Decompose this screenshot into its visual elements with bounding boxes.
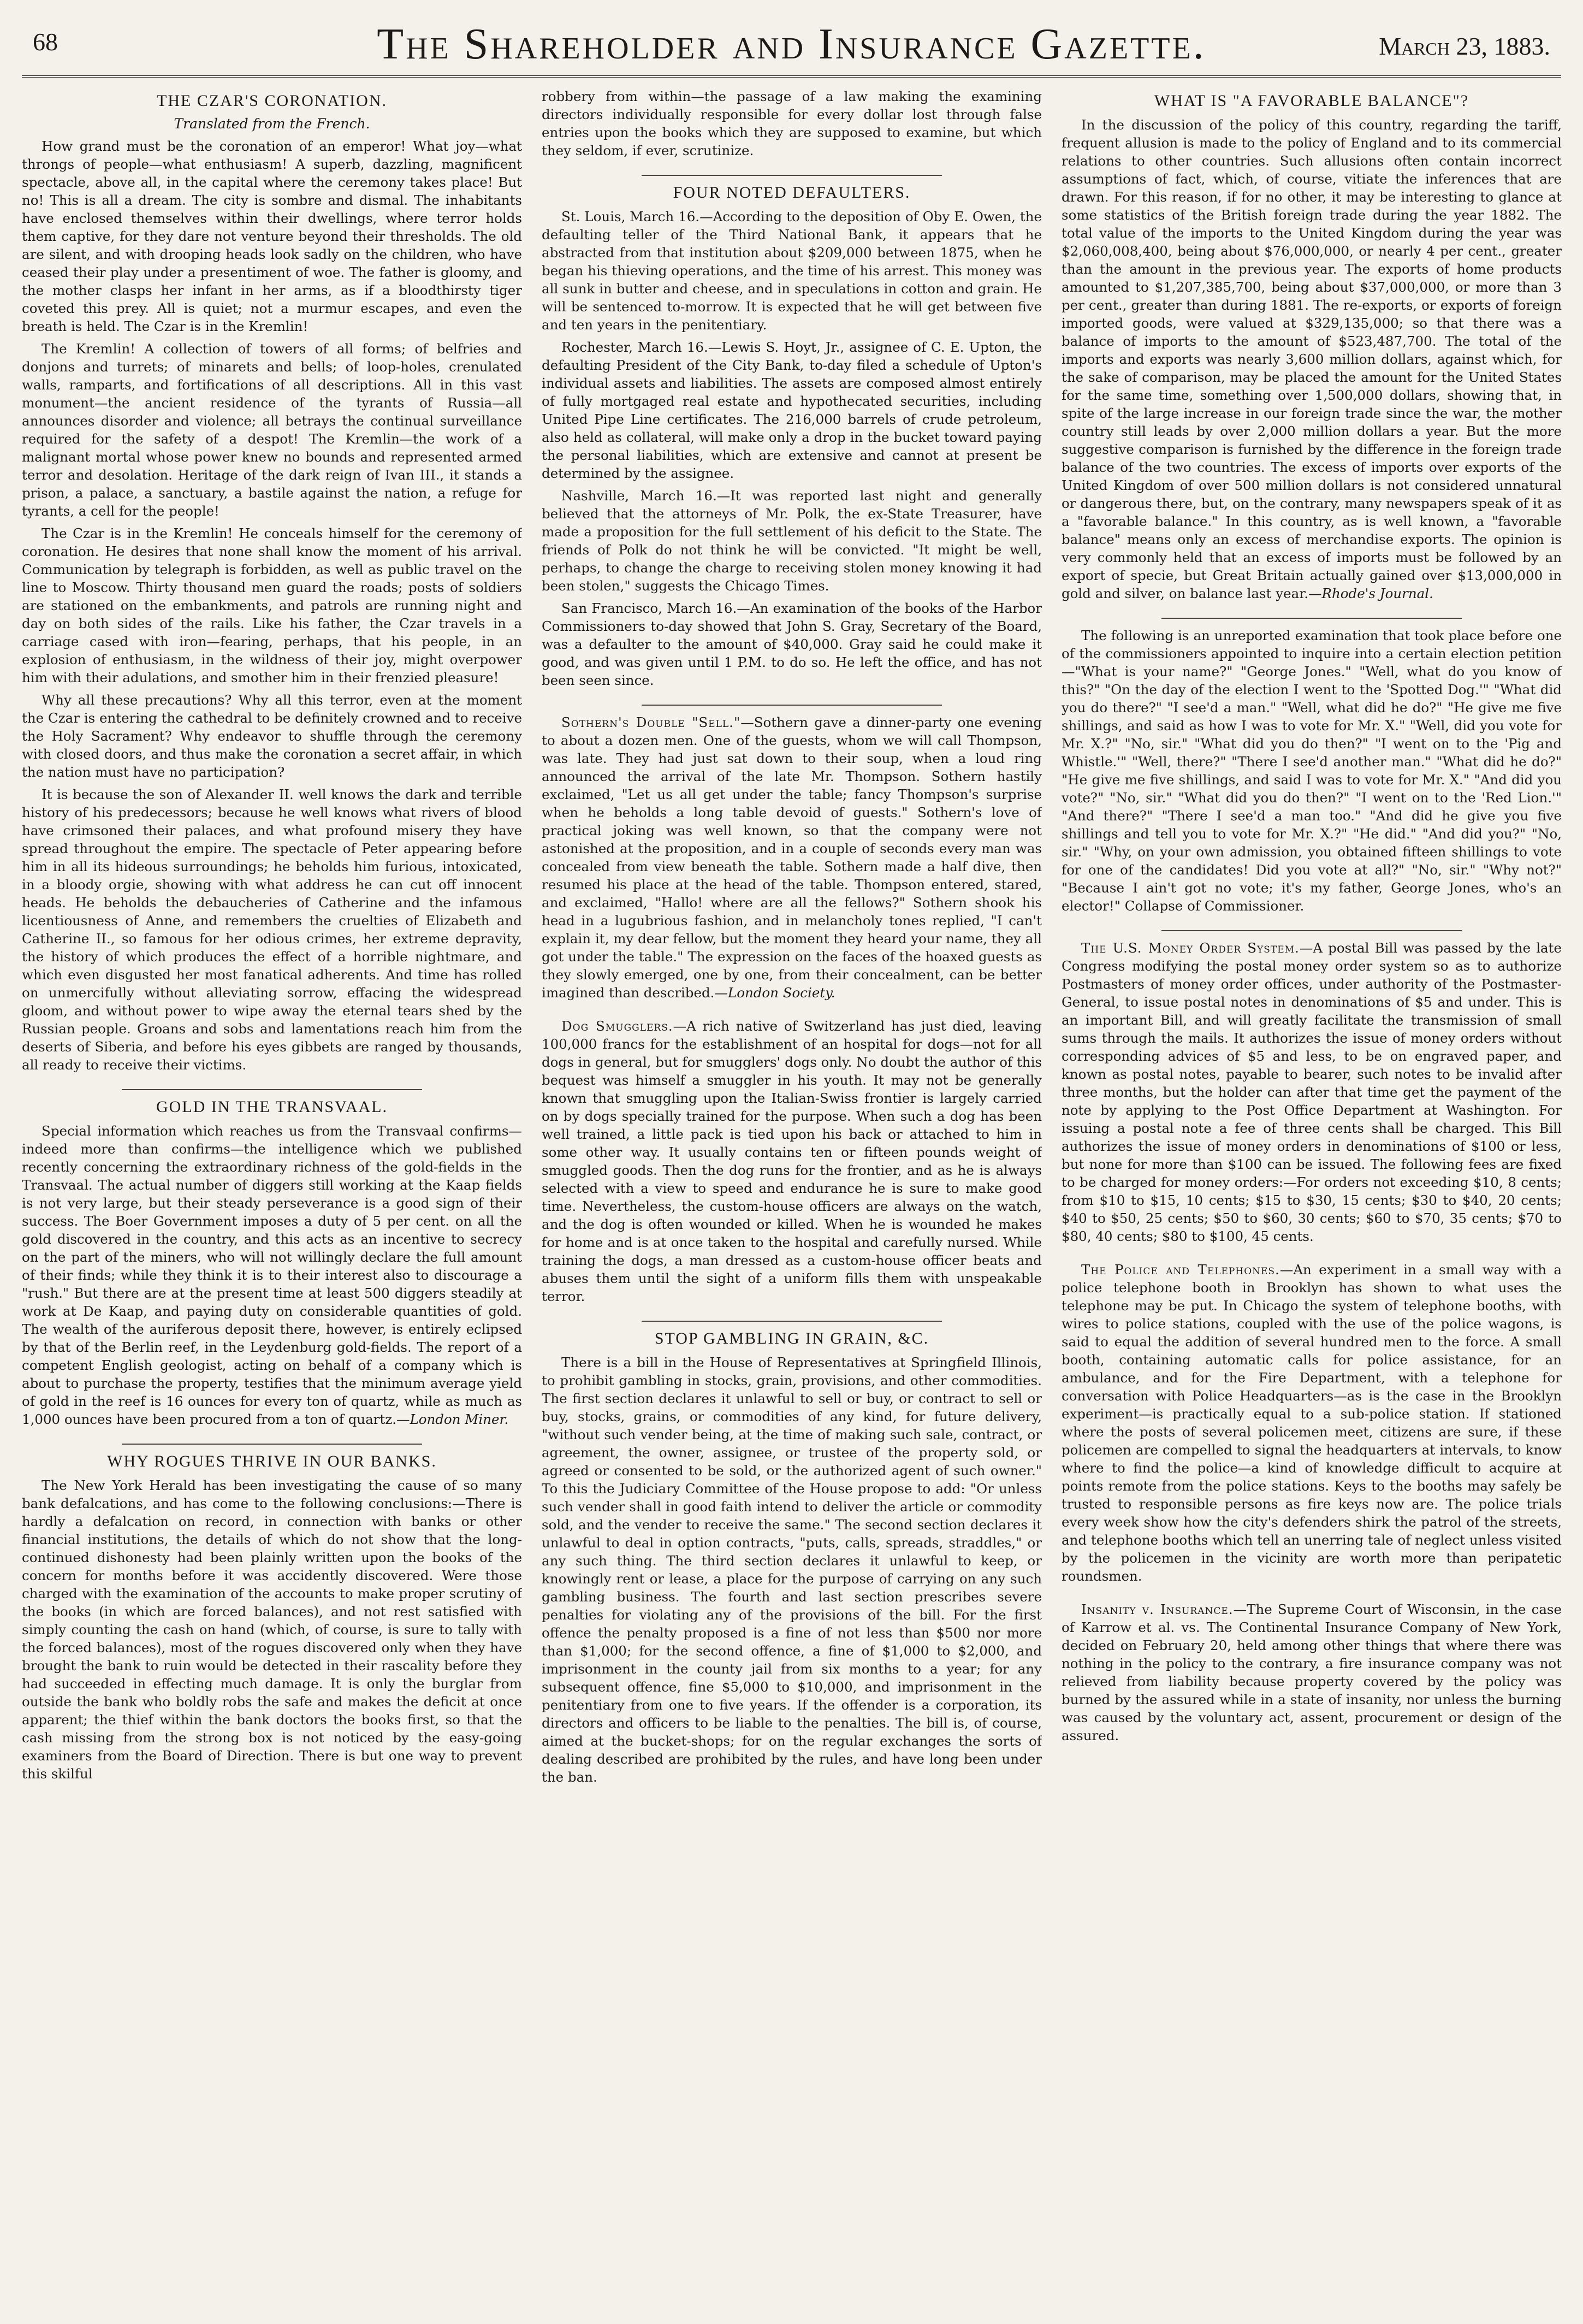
article-headline: GOLD IN THE TRANSVAAL. [156, 1098, 388, 1116]
article-headline: STOP GAMBLING IN GRAIN, &C. [654, 1329, 929, 1347]
column-middle [542, 87, 1042, 2310]
paragraph [1062, 1261, 1562, 1585]
paragraph: The following is an unreported examination that took place before one of the commissioners appointed to inquire into a certain election petition—"What is your name?" "George Jones." "Well, what do you know of this?" "On the day of the election I went to the 'Spotted Dog.'" "What did you do there?" "I see'd a man." "Well, what did he do?" "He give me five shillings, and said as how I was to vote for Mr. X." "Well, did you vote for Mr. X.?" "No, sir." "What did you do then?" "I went on to the 'Pig and Whistle.'" "Well, there?" "There I see'd another man." "What did he do?" "He give me five shillings, and said I was to vote for Mr. X." "And did you vote?" "No, sir." "What did you do then?" "I went on to the 'Red Lion.'" "And there?" "There I see'd a man too." "And did he give you five shillings and tell you to vote for Mr. X.?" "He did." "And did you?" "No, sir." "Why, on your own admission, you obtained fifteen shillings to vote for one of the candidates! Did you vote at all?" "No, sir." "Why not?" "Because I ain't got no vote; it's my father, George Jones, who's an elector!" Collapse of Commissioner. [1062, 628, 1562, 914]
article-headline: WHY ROGUES THRIVE IN OUR BANKS. [107, 1452, 437, 1470]
runin-title: Dog Smugglers. [561, 1018, 673, 1034]
article-favorable-balance [1062, 92, 1562, 602]
paragraph-text: —The Supreme Court of Wisconsin, in the case of Karrow et al. vs. The Continental Insurance Company of New York, decided on February 20, held among other things that where there was nothing in the policy to the contrary, a fire insurance company was not relieved from liability because property covered by the policy was burned by the assured while in a state of insanity, nor unless the burning was caused by the voluntary act, assent, procurement or design of the assured. [1062, 1601, 1562, 1743]
column-right [1062, 87, 1562, 2310]
newspaper-title: The Shareholder and Insurance Gazette. [377, 20, 1206, 68]
paragraph [1062, 1600, 1562, 1745]
article-rogues-banks [22, 1452, 522, 1783]
section-divider [122, 1444, 422, 1445]
paragraph-text: —Sothern gave a dinner-party one evening to about a dozen men. One of the guests, whom we will call Thompson, was late. They had just sat down to their soup, when a loud ring announced the arrival of the late Mr. Thompson. Sothern hastily exclaimed, "Let us all get under the table; fancy Thompson's surprise when he beholds a long table devoid of guests." Sothern's love of practical joking was well known, so that the company were not astonished at the proposition, and in a couple of seconds every man was concealed from view beneath the table. Sothern made a half dive, then resumed his place at the head of the table. Thompson entered, stared, and exclaimed, "Hallo! where are all the fellows?" Sothern shook his head in a lugubrious fashion, and in melancholy tones replied, "I can't explain it, my dear fellow, but the moment they heard your name, they all got under the table." The expression on the faces of the hoaxed guests as they slowly emerged, one by one, from their concealment, can be better imagined than described. [542, 714, 1042, 1001]
article-body [1062, 116, 1562, 602]
article-election-examination [1062, 626, 1562, 915]
paragraph: How grand must be the coronation of an emperor! What joy—what throngs of people—what enthusiasm! A superb, dazzling, magnificent spectacle, above all, in the capital where the ceremony takes place! But no! This is all a dream. The city is sombre and dismal. The inhabitants have enclosed themselves within their dwellings, where terror holds them captive, for they dare not venture beyond their thresholds. The old are silent, and with drooping heads look sadly on the children, who have ceased their play under a presentiment of woe. The father is gloomy, and the mother clasps her infant in her arms, as if a bloodthirsty tiger coveted this prey. All is quiet; not a murmur escapes, and even the breath is held. The Czar is in the Kremlin! [22, 138, 522, 334]
article-body [542, 1017, 1042, 1305]
paragraph-text: —A rich native of Switzerland has just died, leaving 100,000 francs for the establishment of an hospital for dogs—not for all dogs in general, but for smugglers' dogs only. No doubt the author of this bequest was himself a smuggler in his youth. It may not be generally known that smuggling upon the Italian-Swiss frontier is largely carried on by dogs specially trained for the purpose. When such a dog has been well trained, a little pack is tied upon his back or attached to him in some other way. It usually contains ten or fifteen pounds weight of smuggled goods. Then the dog runs for the frontier, and as he is always selected with a view to speed and endurance he is sure to make good time. Nevertheless, the custom-house officers are always on the watch, and the dog is often wounded or killed. When he is wounded he makes for home and is at once taken to the hospital and carefully nursed. While training the dogs, a man dressed as a custom-house officer beats and abuses them until the sight of a uniform fills them with unspeakable terror. [542, 1018, 1042, 1304]
columns [22, 87, 1562, 2310]
paragraph: Nashville, March 16.—It was reported last night and generally believed that the attorneys of Mr. Polk, the ex-State Treasurer, have made a proposition for the full settlement of his deficit to the State. The friends of Polk do not think he will be convicted. "It might be well, perhaps, to change the charge to receiving stolen money knowing it had been stolen," suggests the Chicago Times. [542, 488, 1042, 594]
article-body [22, 1122, 522, 1428]
paragraph-text: —An experiment in a small way with a police telephone booth in Brooklyn has shown to what uses the telephone may be put. In Chicago the system of telephone booths, with wires to police stations, coupled with the use of the police wagons, is said to equal the addition of several hundred men to the force. A small booth, containing automatic calls for police assistance, for an ambulance, and for the Fire Department, with a telephone for conversation with Police Headquarters—as is the case in the Brooklyn experiment—is practically equal to a sub-police station. If stationed where the posts of several policemen meet, citizens are sure, if these policemen are compelled to signal the headquarters at intervals, to know where to find the police—a kind of knowledge difficult to acquire at points remote from the police stations. Keys to the booths may safely be trusted to responsible persons as fire keys now are. The police trials every week show how the city's defenders shirk the patrol of the streets, and telephone booths which tell an unerring tale of neglect unless visited by the policemen in the vicinity are worth more than peripatetic roundsmen. [1062, 1262, 1562, 1584]
runin-title: The Police and Telephones. [1081, 1262, 1280, 1278]
section-divider [642, 175, 942, 176]
paragraph: robbery from within—the passage of a law making the examining directors individually responsible for every dollar lost through false entries upon the books which they are supposed to examine, but which they seldom, if ever, scrutinize. [542, 88, 1042, 158]
paragraph [542, 1017, 1042, 1305]
section-divider [1161, 618, 1462, 619]
paragraph: There is a bill in the House of Representatives at Springfield Illinois, to prohibit gambling in stocks, grain, provisions, and other commodities. The first section declares it unlawful to sell or buy, or contract to sell or buy, stocks, grains, or commodities of any kind, for future delivery, "without such vender being, at the time of making such sale, contract, or agreement, the owner, assignee, or trustee of the property sold, or agreed or consented to be sold, or the authorized agent of such owner." To this the Judiciary Committee of the House propose to add: "Or unless such vender shall in good faith intend to deliver the article or commodity sold, and the vender to receive the same." The second section declares it unlawful to deal in option contracts, "puts, calls, spreads, straddles," or any such thing. The third section declares it unlawful to keep, or knowingly rent or lease, a place for the purpose of carrying on any such gambling business. The fourth and last section prescribes severe penalties for violating any of the provisions of the bill. For the first offence the penalty proposed is a fine of not less than $500 nor more than $1,000; for the second offence, a fine of $1,000 to $2,000, and imprisonment in the county jail from six months to a year; for any subsequent offence, fine $5,000 to $10,000, and imprisonment in the penitentiary from one to five years. If the offender is a corporation, its directors and officers to be liable to the penalties. The bill is, of course, aimed at the bucket-shops; for on the regular exchanges the sorts of dealing described are prohibited by the rules, and have long been under the ban. [542, 1355, 1042, 1785]
paragraph [1062, 939, 1562, 1245]
runin-title: The U.S. Money Order System. [1081, 940, 1300, 956]
article-money-order [1062, 939, 1562, 1245]
paragraph-text: In the discussion of the policy of this country, regarding the tariff, frequent allusion is made to the policy of England and to its commercial relations to other countries. Such allusions often contain incorrect assumptions of fact, which, of course, vitiate the inferences that are drawn. For this reason, if for no other, it may be interesting to glance at some statistics of the British foreign trade during the year 1882. The total value of the imports to the United Kingdom during the year was $2,060,008,400, being about $76,000,000, or nearly 4 per cent., greater than the amount in the previous year. The exports of home products amounted to $1,207,385,700, being about $37,000,000, or more than 3 per cent., greater than during 1881. The re-exports, or exports of foreign imported goods, were valued at $329,135,000; so that there was a balance of imports to the amount of $523,487,700. The total of the imports and exports was nearly 3,600 million dollars, against which, for the sake of comparison, may be placed the amount for the United States for the same time, something over 1,500,000 dollars, showing that, in spite of the large increase in our foreign trade since the war, the mother country still leads by over 2,000 million dollars a year. But the more suggestive comparison is furnished by the difference in the foreign trade balance of the two countries. The excess of imports over exports of the United Kingdom of over 500 million dollars is not considered unnatural or dangerous there, but, on the contrary, many newspapers speak of it as a "favorable balance." In this country, as is well known, a "favorable balance" means only an excess of merchandise exports. The opinion is very commonly held that an excess of imports must be followed by an export of specie, but Great Britain actually gained over $13,000,000 in gold and silver, on balance last year. [1062, 117, 1562, 601]
article-subhead: Translated from the French. [174, 116, 370, 132]
paragraph: The Czar is in the Kremlin! He conceals himself for the ceremony of coronation. He desires that none shall know the moment of his arrival. Communication by telegraph is forbidden, as well as public travel on the line to Moscow. Thirty thousand men guard the roads; posts of soldiers are stationed on the embankments, and patrols are running night and day on both sides of the rails. Like his father, the Czar travels in a carriage cased with iron—fearing, perhaps, that his people, in an explosion of enthusiasm, in the wildness of their joy, might overpower him with their adulations, and smother him in their frenzied pleasure! [22, 525, 522, 685]
article-body [1062, 1600, 1562, 1745]
article-body [542, 713, 1042, 1002]
article-czar-coronation [22, 92, 522, 1074]
runin-title: Sothern's Double "Sell." [561, 714, 741, 730]
article-credit: —London Society. [714, 985, 835, 1001]
paragraph: Why all these precautions? Why all this terror, even at the moment the Czar is entering the cathedral to be definitely crowned and to receive the Holy Sacrament? Why endeavor to shuffle through the ceremony with closed doors, and thus make the coronation a secret affair, in which the nation must have no participation? [22, 692, 522, 780]
article-body [22, 1476, 522, 1783]
section-divider [1161, 930, 1462, 931]
masthead [22, 15, 1561, 78]
paragraph: The Kremlin! A collection of towers of all forms; of belfries and donjons and turrets; of minarets and bells; of loop-holes, crenulated walls, ramparts, and fortifications of all descriptions. All in this vast monument—the ancient residence of the tyrants of Russia—all announces disorder and violence; all betrays the continual surveillance required for the safety of a despot! The Kremlin—the work of a malignant mortal whose power knew no bounds and represented armed terror and desolation. Heritage of the dark reign of Ivan III., it stands a prison, a palace, a sanctuary, a bastile against the nation, a refuge for tyrants, a cell for the people! [22, 341, 522, 519]
article-body [1062, 939, 1562, 1245]
article-body [542, 87, 1042, 159]
paragraph-text: —A postal Bill was passed by the late Congress modifying the postal money order system so as to authorize Postmasters of money order offices, under authority of the Postmaster-General, to issue postal notes in denominations of $5 and under. This is an important Bill, and will greatly facilitate the transmission of small sums through the mails. It authorizes the issue of money orders without corresponding advices of $5 and less, to be on engraved paper, and known as postal notes, payable to bearer, such notes to be invalid after three months, but the holder can after that time get the payment of the note by applying to the Post Office Department at Washington. For issuing a postal note a fee of three cents shall be charged. This Bill authorizes the issue of money orders in denominations of $100 or less, but none for more than $100 can be issued. The following fees are fixed to be charged for money orders:—For orders not exceeding $10, 8 cents; from $10 to $15, 10 cents; $15 to $30, 15 cents; $30 to $40, 20 cents; $40 to $50, 25 cents; $50 to $60, 30 cents; $60 to $70, 35 cents; $70 to $80, 40 cents; $80 to $100, 45 cents. [1062, 940, 1562, 1244]
article-sothern-sell [542, 713, 1042, 1002]
article-body [1062, 626, 1562, 915]
article-police-telephones [1062, 1261, 1562, 1585]
article-four-defaulters [542, 184, 1042, 689]
paragraph: St. Louis, March 16.—According to the deposition of Oby E. Owen, the defaulting teller of the Third National Bank, it appears that he abstracted from that institution about $209,000 between 1875, when he began his thieving operations, and the time of his arrest. This money was all sunk in butter and cheese, and in speculations in cotton and grain. He will be sentenced to-morrow. It is expected that he will get between five and ten years in the penitentiary. [542, 209, 1042, 333]
runin-title: Insanity v. Insurance. [1081, 1601, 1234, 1617]
article-dog-smugglers [542, 1017, 1042, 1305]
paragraph: Rochester, March 16.—Lewis S. Hoyt, Jr., assignee of C. E. Upton, the defaulting President of the City Bank, to-day filed a schedule of Upton's individual assets and liabilities. The assets are composed almost entirely of fully mortgaged real estate and hypothecated securities, including United Pipe Line certificates. The 216,000 barrels of crude petroleum, also held as collateral, will make only a drop in the bucket toward paying the personal liabilities, which are extensive and cannot at present be determined by the assignee. [542, 339, 1042, 481]
article-gold-transvaal [22, 1098, 522, 1428]
paragraph [1062, 116, 1562, 602]
paragraph: San Francisco, March 16.—An examination of the books of the Harbor Commissioners to-day showed that John S. Gray, Secretary of the Board, was a defaulter to the amount of $40,000. Gray said he could make it good, and was given until 1 P.M. to do so. He left the office, and has not been seen since. [542, 600, 1042, 688]
column-left [22, 87, 522, 2310]
section-divider [642, 1321, 942, 1322]
article-body [542, 208, 1042, 689]
article-stop-gambling [542, 1329, 1042, 1786]
article-body [1062, 1261, 1562, 1585]
article-headline: THE CZAR'S CORONATION. [157, 92, 387, 110]
article-insanity-insurance [1062, 1600, 1562, 1745]
paragraph [22, 1122, 522, 1428]
article-headline: WHAT IS "A FAVORABLE BALANCE"? [1154, 92, 1469, 110]
section-divider [122, 1089, 422, 1090]
paragraph-text: Special information which reaches us from the Transvaal confirms—indeed more than confirms—the intelligence which we published recently concerning the extraordinary richness of the gold-fields in the Transvaal. The actual number of diggers still working at the Kaap fields is not very large, but their steady perseverance is a good sign of their success. The Boer Government imposes a duty of 5 per cent. on all the gold discovered in the country, and this acts as an incentive to secrecy on the part of the miners, who will not willingly declare the full amount of their finds; while they think it is to their interest also to discourage a "rush." But there are at the present time at least 500 diggers steadily at work at De Kaap, and paying duty on considerable quantities of gold. The wealth of the auriferous deposit there, however, is entirely eclipsed by that of the Berlin reef, in the Leydenburg gold-fields. The report of a competent English geologist, acting on behalf of a company which is about to purchase the property, testifies that the minimum average yield of gold in the reef is 16 ounces for every ton of quartz, while as much as 1,000 ounces have been procured from a ton of quartz. [22, 1123, 522, 1427]
article-rogues-continued [542, 87, 1042, 159]
paragraph [542, 713, 1042, 1002]
section-divider [642, 705, 942, 706]
article-body [542, 1353, 1042, 1786]
article-credit: —Rhode's Journal. [1308, 586, 1433, 601]
paragraph: It is because the son of Alexander II. well knows the dark and terrible history of his predecessors; because he well knows what rivers of blood have crimsoned their palaces, and what profound misery they have spread throughout the empire. The spectacle of Peter appearing before him in all its hideous surroundings; he beholds him furious, intoxicated, in a bloody orgie, showing with what address he can cut off innocent heads. He beholds the debaucheries of Catherine and the infamous licentiousness of Anne, and remembers the cruelties of Elizabeth and Catherine II., so famous for her odious crimes, her extreme depravity, the history of which produces the effect of a horrible nightmare, and which even disgusted her most fanatical adherents. And time has rolled on unmercifully without alleviating sorrow, effacing the widespread gloom, and without power to wipe away the eternal tears shed by the Russian people. Groans and sobs and lamentations reach him from the deserts of Siberia, and before his eyes gibbets are ranged by thousands, all ready to receive their victims. [22, 787, 522, 1073]
page-number: 68 [33, 28, 58, 56]
article-headline: FOUR NOTED DEFAULTERS. [673, 184, 911, 202]
article-credit: —London Miner. [396, 1411, 509, 1427]
issue-date: March 23, 1883. [1379, 32, 1550, 60]
paragraph: The New York Herald has been investigating the cause of so many bank defalcations, and has come to the following conclusions:—There is hardly a defalcation on record, in connection with banks or other financial institutions, the details of which do not show that the long-continued dishonesty had been plainly written upon the books of the concern for months before it was accidently discovered. Were those charged with the examination of the accounts to make proper scrutiny of the books (in which are forced balances), and not rest satisfied with simply counting the cash on hand (which, of course, is sure to tally with the forced balances), most of the rogues discovered only when they have brought the bank to ruin would be detected in their rascality before they had succeeded in effecting much damage. It is only the burglar from outside the bank who boldly robs the safe and makes the deficit at once apparent; the thief within the bank doctors the books first, so that the cash missing from the strong box is not noticed by the easy-going examiners from the Board of Direction. There is but one way to prevent this skilful [22, 1477, 522, 1782]
article-body [22, 137, 522, 1074]
